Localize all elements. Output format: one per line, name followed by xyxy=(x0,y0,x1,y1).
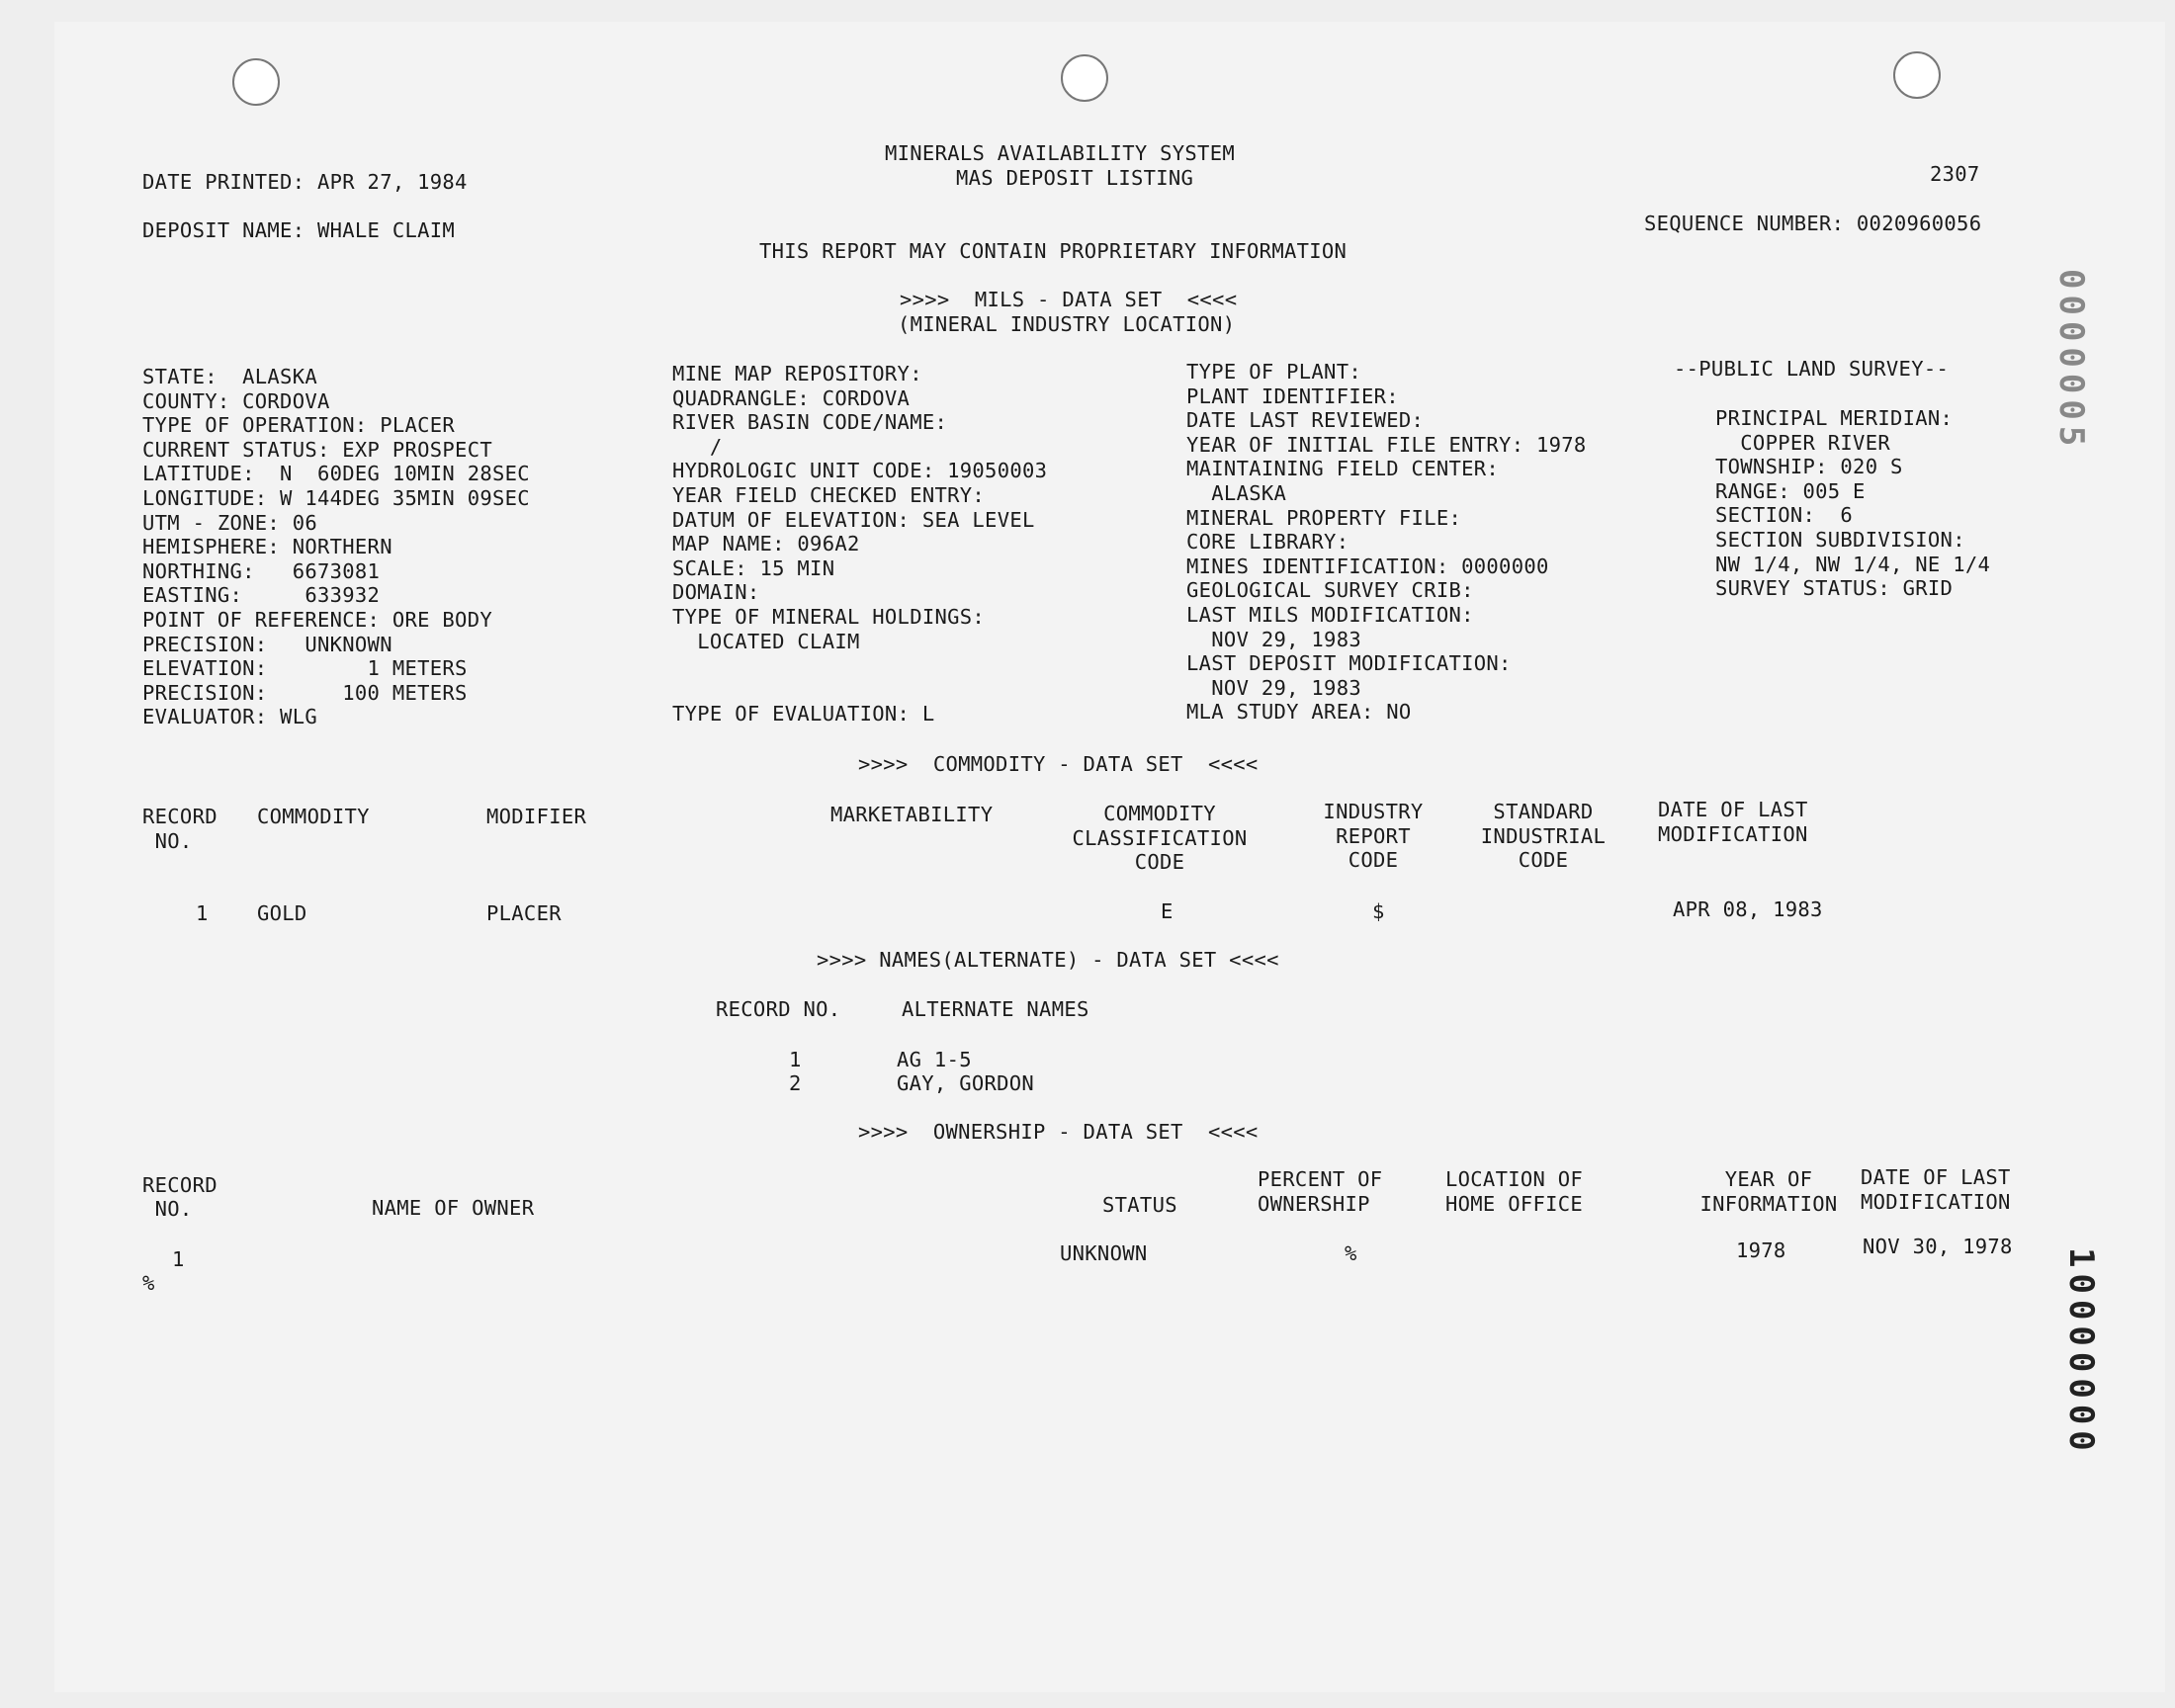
ownership-header-record: RECORD xyxy=(142,1173,218,1197)
mils-field: TYPE OF EVALUATION: L xyxy=(672,702,935,726)
names-row-record: 2 xyxy=(789,1071,802,1095)
mils-field: POINT OF REFERENCE: ORE BODY xyxy=(142,607,492,632)
mils-field: TYPE OF MINERAL HOLDINGS: xyxy=(672,604,986,629)
ownership-row-date: NOV 30, 1978 xyxy=(1863,1235,2013,1258)
mils-field: / xyxy=(672,434,723,459)
header-line: MODIFICATION xyxy=(1658,821,1808,846)
mils-field: RIVER BASIN CODE/NAME: xyxy=(672,410,948,435)
header-line: INFORMATION xyxy=(1699,1191,1838,1216)
names-row-name: GAY, GORDON xyxy=(897,1071,1035,1095)
mils-field: COUNTY: CORDOVA xyxy=(142,388,330,413)
mils-field: LAST MILS MODIFICATION: xyxy=(1186,602,1474,627)
ownership-header-owner: NAME OF OWNER xyxy=(372,1196,535,1220)
mils-field: DATE LAST REVIEWED: xyxy=(1186,408,1425,433)
ownership-row-percent-mark: % xyxy=(142,1271,155,1295)
header-line: STANDARD xyxy=(1493,800,1594,823)
names-row-record: 1 xyxy=(789,1048,802,1071)
mils-field: YEAR FIELD CHECKED ENTRY: xyxy=(672,482,986,507)
stamp-bottom-right: 10000000 xyxy=(2061,1247,2101,1457)
header-line: DATE OF LAST xyxy=(1861,1165,2011,1189)
names-title: >>>> NAMES(ALTERNATE) - DATA SET <<<< xyxy=(817,948,1279,972)
binder-hole-left xyxy=(232,58,280,106)
mils-title: >>>> MILS - DATA SET <<<< xyxy=(900,288,1238,311)
mils-field: LOCATED CLAIM xyxy=(672,629,860,653)
mils-field: CURRENT STATUS: EXP PROSPECT xyxy=(142,437,492,462)
commodity-header-marketability: MARKETABILITY xyxy=(830,803,994,826)
mils-field: STATE: ALASKA xyxy=(142,365,317,388)
mils-field: QUADRANGLE: CORDOVA xyxy=(672,385,911,410)
binder-hole-center xyxy=(1061,54,1108,102)
commodity-title: >>>> COMMODITY - DATA SET <<<< xyxy=(858,752,1259,776)
commodity-header-industry xyxy=(1305,800,1441,873)
mils-field: NOV 29, 1983 xyxy=(1186,675,1361,700)
header-line: CODE xyxy=(1518,848,1569,873)
commodity-row-class-code: E xyxy=(1161,899,1174,923)
header-line: REPORT xyxy=(1336,823,1411,848)
mils-field: DATUM OF ELEVATION: SEA LEVEL xyxy=(672,507,1035,532)
system-title: MINERALS AVAILABILITY SYSTEM xyxy=(885,141,1235,165)
header-line: CLASSIFICATION xyxy=(1072,825,1248,850)
mils-field: HEMISPHERE: NORTHERN xyxy=(142,535,392,559)
date-printed: DATE PRINTED: APR 27, 1984 xyxy=(142,170,468,194)
mils-field: LATITUDE: N 60DEG 10MIN 28SEC xyxy=(142,462,530,486)
survey-field: TOWNSHIP: 020 S xyxy=(1715,455,1903,479)
commodity-header-classification xyxy=(1066,802,1254,875)
sequence-number: SEQUENCE NUMBER: 0020960056 xyxy=(1644,212,1982,235)
ownership-header-year xyxy=(1686,1167,1852,1216)
mils-subtitle: (MINERAL INDUSTRY LOCATION) xyxy=(898,312,1236,336)
header-line: OWNERSHIP xyxy=(1258,1191,1370,1216)
mils-column-2 xyxy=(672,362,1047,726)
mils-field: DOMAIN: xyxy=(672,580,760,605)
mils-column-1 xyxy=(142,365,530,729)
public-land-survey-column xyxy=(1715,406,1990,601)
mils-field: CORE LIBRARY: xyxy=(1186,530,1349,555)
commodity-header-commodity: COMMODITY xyxy=(257,805,370,828)
mils-field: LONGITUDE: W 144DEG 35MIN 09SEC xyxy=(142,485,530,510)
names-row-name: AG 1-5 xyxy=(897,1048,972,1071)
mils-field xyxy=(672,653,1047,678)
header-line: CODE xyxy=(1134,850,1185,875)
names-header-names: ALTERNATE NAMES xyxy=(902,997,1089,1021)
ownership-row-year: 1978 xyxy=(1736,1238,1786,1262)
survey-field: COPPER RIVER xyxy=(1715,430,1890,455)
mils-field: NOV 29, 1983 xyxy=(1186,627,1361,651)
ownership-row-percent: % xyxy=(1345,1241,1357,1265)
commodity-header-record: NO. xyxy=(142,829,193,853)
header-line: INDUSTRIAL xyxy=(1480,823,1607,848)
ownership-header-percent xyxy=(1258,1167,1382,1216)
ownership-row-record: 1 xyxy=(172,1247,185,1271)
mils-field: MAINTAINING FIELD CENTER: xyxy=(1186,457,1500,481)
commodity-row-modifier: PLACER xyxy=(486,901,562,925)
ownership-header-record: NO. xyxy=(142,1197,193,1221)
survey-field: SECTION SUBDIVISION: xyxy=(1715,527,1965,552)
header-line: COMMODITY xyxy=(1103,802,1216,825)
mils-field: HYDROLOGIC UNIT CODE: 19050003 xyxy=(672,459,1048,483)
survey-field: NW 1/4, NW 1/4, NE 1/4 xyxy=(1715,552,1991,576)
survey-field: PRINCIPAL MERIDIAN: xyxy=(1715,406,1954,430)
header-line: INDUSTRY xyxy=(1323,800,1424,823)
commodity-header-modifier: MODIFIER xyxy=(486,805,587,828)
header-line: LOCATION OF xyxy=(1445,1167,1584,1191)
header-line: HOME OFFICE xyxy=(1445,1191,1584,1216)
mils-field: PRECISION: 100 METERS xyxy=(142,680,468,705)
header-line: DATE OF LAST xyxy=(1658,798,1808,821)
commodity-row-industry-code: $ xyxy=(1372,899,1385,923)
page-number: 2307 xyxy=(1930,162,1980,186)
mils-field: MINERAL PROPERTY FILE: xyxy=(1186,505,1462,530)
deposit-name: DEPOSIT NAME: WHALE CLAIM xyxy=(142,218,456,242)
header-line: YEAR OF xyxy=(1724,1167,1813,1191)
ownership-header-status: STATUS xyxy=(1102,1193,1177,1217)
mils-field: UTM - ZONE: 06 xyxy=(142,510,317,535)
mils-field: TYPE OF OPERATION: PLACER xyxy=(142,413,456,438)
ownership-title: >>>> OWNERSHIP - DATA SET <<<< xyxy=(858,1120,1259,1144)
mils-field: SCALE: 15 MIN xyxy=(672,555,835,580)
mils-field: ALASKA xyxy=(1186,480,1287,505)
mils-field: MAP NAME: 096A2 xyxy=(672,532,860,556)
ownership-header-date xyxy=(1861,1165,2011,1214)
survey-field: SECTION: 6 xyxy=(1715,503,1854,528)
proprietary-notice: THIS REPORT MAY CONTAIN PROPRIETARY INFORMATION xyxy=(759,239,1348,263)
binder-hole-right xyxy=(1893,51,1941,99)
ownership-row-status: UNKNOWN xyxy=(1060,1241,1148,1265)
listing-title: MAS DEPOSIT LISTING xyxy=(956,166,1194,190)
mils-field: ELEVATION: 1 METERS xyxy=(142,656,468,681)
mils-field: MLA STUDY AREA: NO xyxy=(1186,700,1412,725)
mils-field: MINE MAP REPOSITORY: xyxy=(672,362,922,385)
mils-field: MINES IDENTIFICATION: 0000000 xyxy=(1186,554,1549,578)
mils-field: EASTING: 633932 xyxy=(142,583,381,608)
stamp-top-right: 0000005 xyxy=(2051,269,2091,453)
commodity-header-record: RECORD xyxy=(142,805,218,828)
survey-field: SURVEY STATUS: GRID xyxy=(1715,576,1954,601)
commodity-row-date: APR 08, 1983 xyxy=(1673,897,1823,921)
mils-field: YEAR OF INITIAL FILE ENTRY: 1978 xyxy=(1186,432,1587,457)
mils-field: GEOLOGICAL SURVEY CRIB: xyxy=(1186,578,1474,603)
commodity-row-commodity: GOLD xyxy=(257,901,307,925)
commodity-header-sic xyxy=(1469,800,1617,873)
survey-field: RANGE: 005 E xyxy=(1715,478,1866,503)
mils-field: EVALUATOR: WLG xyxy=(142,705,317,729)
mils-field xyxy=(672,678,1047,703)
mils-field: NORTHING: 6673081 xyxy=(142,558,381,583)
commodity-row-record: 1 xyxy=(196,901,209,925)
mils-field: PLANT IDENTIFIER: xyxy=(1186,384,1399,408)
header-line: PERCENT OF xyxy=(1258,1167,1383,1191)
header-line: CODE xyxy=(1348,848,1399,873)
commodity-header-date xyxy=(1658,798,1808,846)
mils-field: TYPE OF PLANT: xyxy=(1186,360,1361,384)
mils-field: LAST DEPOSIT MODIFICATION: xyxy=(1186,651,1512,676)
mils-field: PRECISION: UNKNOWN xyxy=(142,632,392,656)
ownership-header-location xyxy=(1445,1167,1583,1216)
mils-column-3 xyxy=(1186,360,1587,725)
public-land-survey-title: --PUBLIC LAND SURVEY-- xyxy=(1674,357,1950,381)
names-header-record: RECORD NO. xyxy=(716,997,841,1021)
header-line: MODIFICATION xyxy=(1861,1189,2011,1214)
